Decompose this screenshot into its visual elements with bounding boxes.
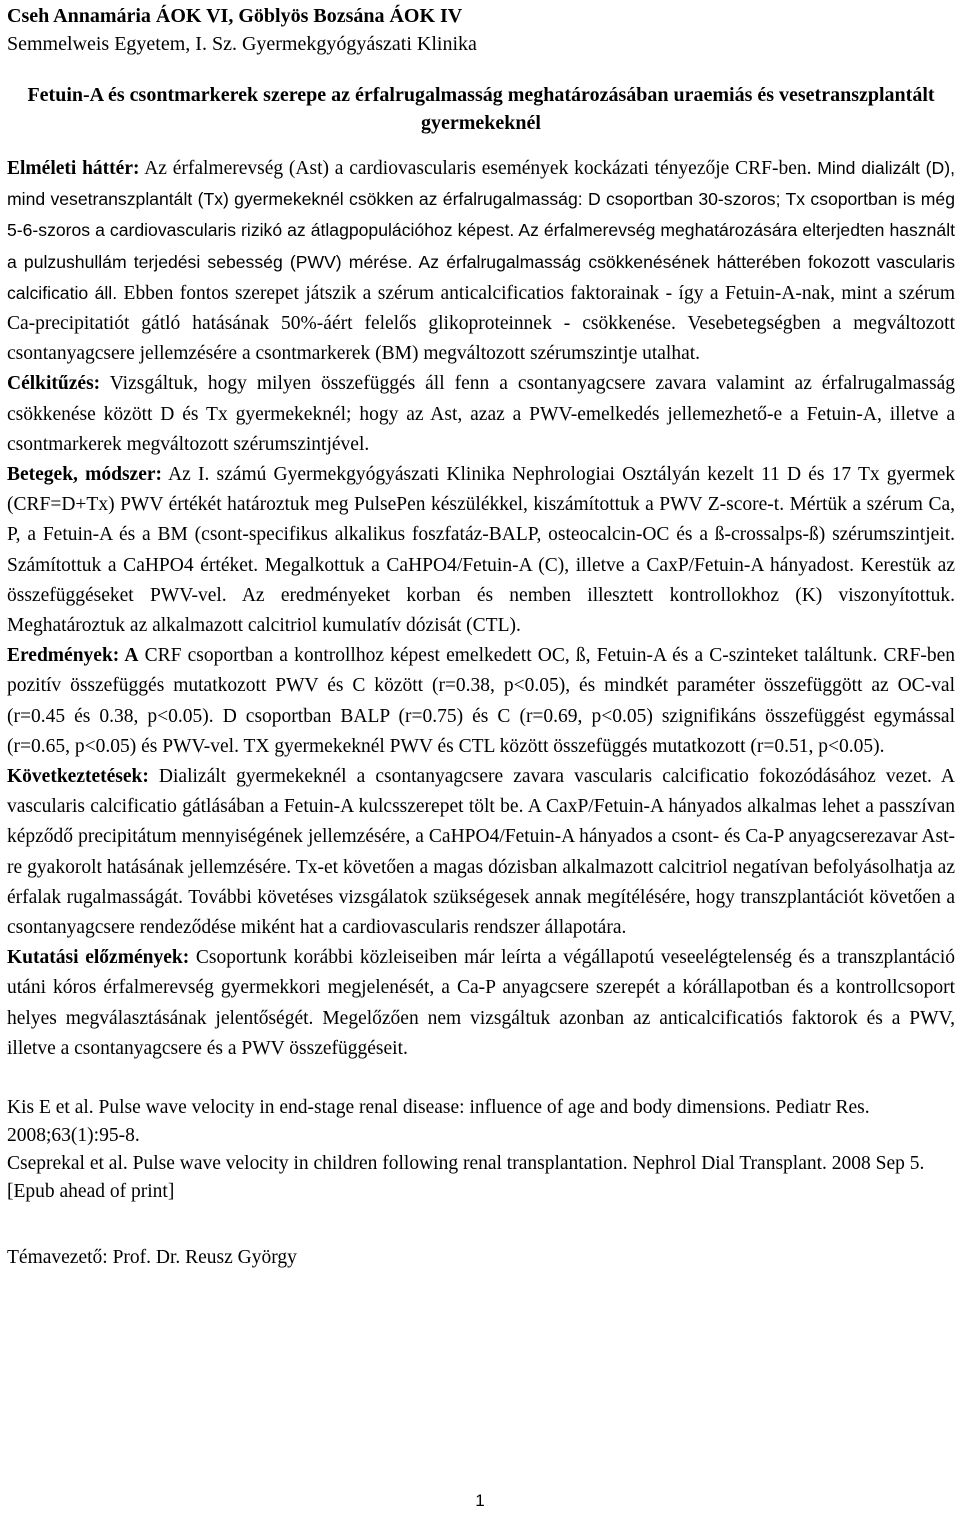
section-conclusions [7, 762, 955, 943]
section-methods [7, 460, 955, 641]
section-text: Ebben fontos szerepet játszik a szérum anticalcificatios faktorainak - így a Fetuin-A-nak, mint a szérum Ca-precipitatiót gátló hatásának 50%-áért felelős glikoproteinnek - csökkenése. Vesebetegségben a megváltozott csontanyagcsere jellemzésére a csontmarkerek (BM) megváltozott szérumszintje utalhat. [7, 282, 955, 365]
document-page [7, 0, 955, 1272]
section-label: Célkitűzés: [7, 373, 101, 395]
section-text: Az érfalmerevség (Ast) a cardiovascularis események kockázati tényezője CRF-ben. [139, 158, 812, 179]
section-aims [7, 369, 955, 460]
section-text: Mind dializált (D), mind vesetranszplantált (Tx) gyermekeknél csökken az érfalrugalmasság: D csoportban 30-szoros; Tx csoportban is még 5-6-szoros a cardiovascularis rizikó az átlagpopulációhoz képest. [7, 158, 955, 241]
section-text: Az I. számú Gyermekgyógyászati Klinika Nephrologiai Osztályán kezelt 11 D és 17 Tx gyermek (CRF=D+Tx) PWV értékét határoztuk meg PulsePen készülékkel, kiszámítottuk a PWV Z-score-t. Mértük a szérum Ca, P, a Fetuin-A és a BM (csont-specifikus alkalikus foszfatáz-BALP, osteocalcin-OC és a ß-crossalps-ß) szérumszintjeit. Számítottuk a CaHPO4 értéket. Megalkottuk a CaHPO4/Fetuin-A (C), illetve a CaxP/Fetuin-A hányadost. Kerestük az összefüggéseket PWV-vel. Az eredményeket korban és nemben illesztett kontrollokhoz (K) viszonyítottuk. Meghatároztuk az alkalmazott calcitriol kumulatív dózisát (CTL). [7, 464, 955, 637]
section-text: Dializált gyermekeknél a csontanyagcsere zavara vascularis calcificatio fokozódásához vezet. A vascularis calcificatio gátlásában a Fetuin-A kulcsszerepet tölt be. A CaxP/Fetuin-A hányados alkalmas lehet a passzívan képződő precipitátum mennyiségének jellemzésére, a CaHPO4/Fetuin-A hányados a csont- és Ca-P anyagcserezavar Ast-re gyakorolt hatásának jellemzésére. Tx-et követően a magas dózisban alkalmazott calcitriol negatívan befolyásolhatja az érfalak rugalmasságát. További követéses vizsgálatok szükségesek annak megítélésére, hogy transzplantációt követően a csontanyagcsere rendeződése miként hat a cardiovascularis rendszer állapotára. [7, 766, 955, 939]
section-text: CRF csoportban a kontrollhoz képest emelkedett OC, ß, Fetuin-A és a C-szinteket találtunk. CRF-ben pozitív összefüggés mutatkozott PWV és C között (r=0.38, p<0.05), és mindkét paraméter összefüggött az OC-val (r=0.45 és 0.38, p<0.05). D csoportban BALP (r=0.75) és C (r=0.69, p<0.05) szignifikáns összefüggést egymással (r=0.65, p<0.05) és PWV-vel. TX gyermekeknél PWV és CTL között összefüggés mutatkozott (r=0.51, p<0.05). [7, 645, 955, 757]
abstract-title: Fetuin-A és csontmarkerek szerepe az érfalrugalmasság meghatározásában uraemiás és vesetranszplantált gyermekeknél [27, 84, 935, 134]
section-text: Csoportunk korábbi közleiseiben már leírta a végállapotú veseelégtelenség és a transzplantáció utáni kóros érfalmerevség gyermekkori megjelenését, a Ca-P anyagcsere szerepét a kórállapotban és a kontrollcsoport helyes megválasztásának jelentőségét. Megelőzően nem vizsgáltuk azonban az anticalcificatiós faktorok és a PWV, illetve a csontanyagcsere és a PWV összefüggéseit. [7, 947, 955, 1059]
section-text: Vizsgáltuk, hogy milyen összefüggés áll fenn a csontanyagcsere zavara valamint az érfalrugalmasság csökkenése között D és Tx gyermekeknél; hogy az Ast, azaz a PWV-emelkedés jellemezhető-e a Fetuin-A, illetve a csontmarkerek megváltozott szérumszintjével. [7, 373, 955, 455]
section-label: Betegek, módszer: [7, 464, 162, 486]
reference-item: Kis E et al. Pulse wave velocity in end-stage renal disease: influence of age and body dimensions. Pediatr Res. 2008;63(1):95-8. [7, 1097, 870, 1147]
section-prior-research [7, 943, 955, 1064]
section-label: Eredmények: A [7, 645, 139, 667]
references [7, 1094, 955, 1206]
institution: Semmelweis Egyetem, I. Sz. Gyermekgyógyászati Klinika [7, 33, 477, 55]
section-background [7, 153, 955, 369]
page-number: 1 [475, 1491, 485, 1510]
supervisor: Témavezető: Prof. Dr. Reusz György [7, 1247, 297, 1269]
section-label: Következtetések: [7, 766, 149, 788]
section-results [7, 641, 955, 762]
section-text: Az érfalmerevség meghatározására elterjedten használt a pulzushullám terjedési sebesség (PWV) mérése. Az érfalrugalmasság csökkenésének hátterében fokozott vascularis calcificatio áll. [7, 220, 955, 303]
section-label: Kutatási előzmények: [7, 947, 190, 969]
authors: Cseh Annamária ÁOK VI, Göblyös Bozsána ÁOK IV [7, 5, 463, 27]
reference-item: Cseprekal et al. Pulse wave velocity in children following renal transplantation. Nephrol Dial Transplant. 2008 Sep 5. [Epub ahead of print] [7, 1153, 925, 1203]
abstract-body [7, 153, 955, 1064]
section-label: Elméleti háttér: [7, 158, 140, 179]
